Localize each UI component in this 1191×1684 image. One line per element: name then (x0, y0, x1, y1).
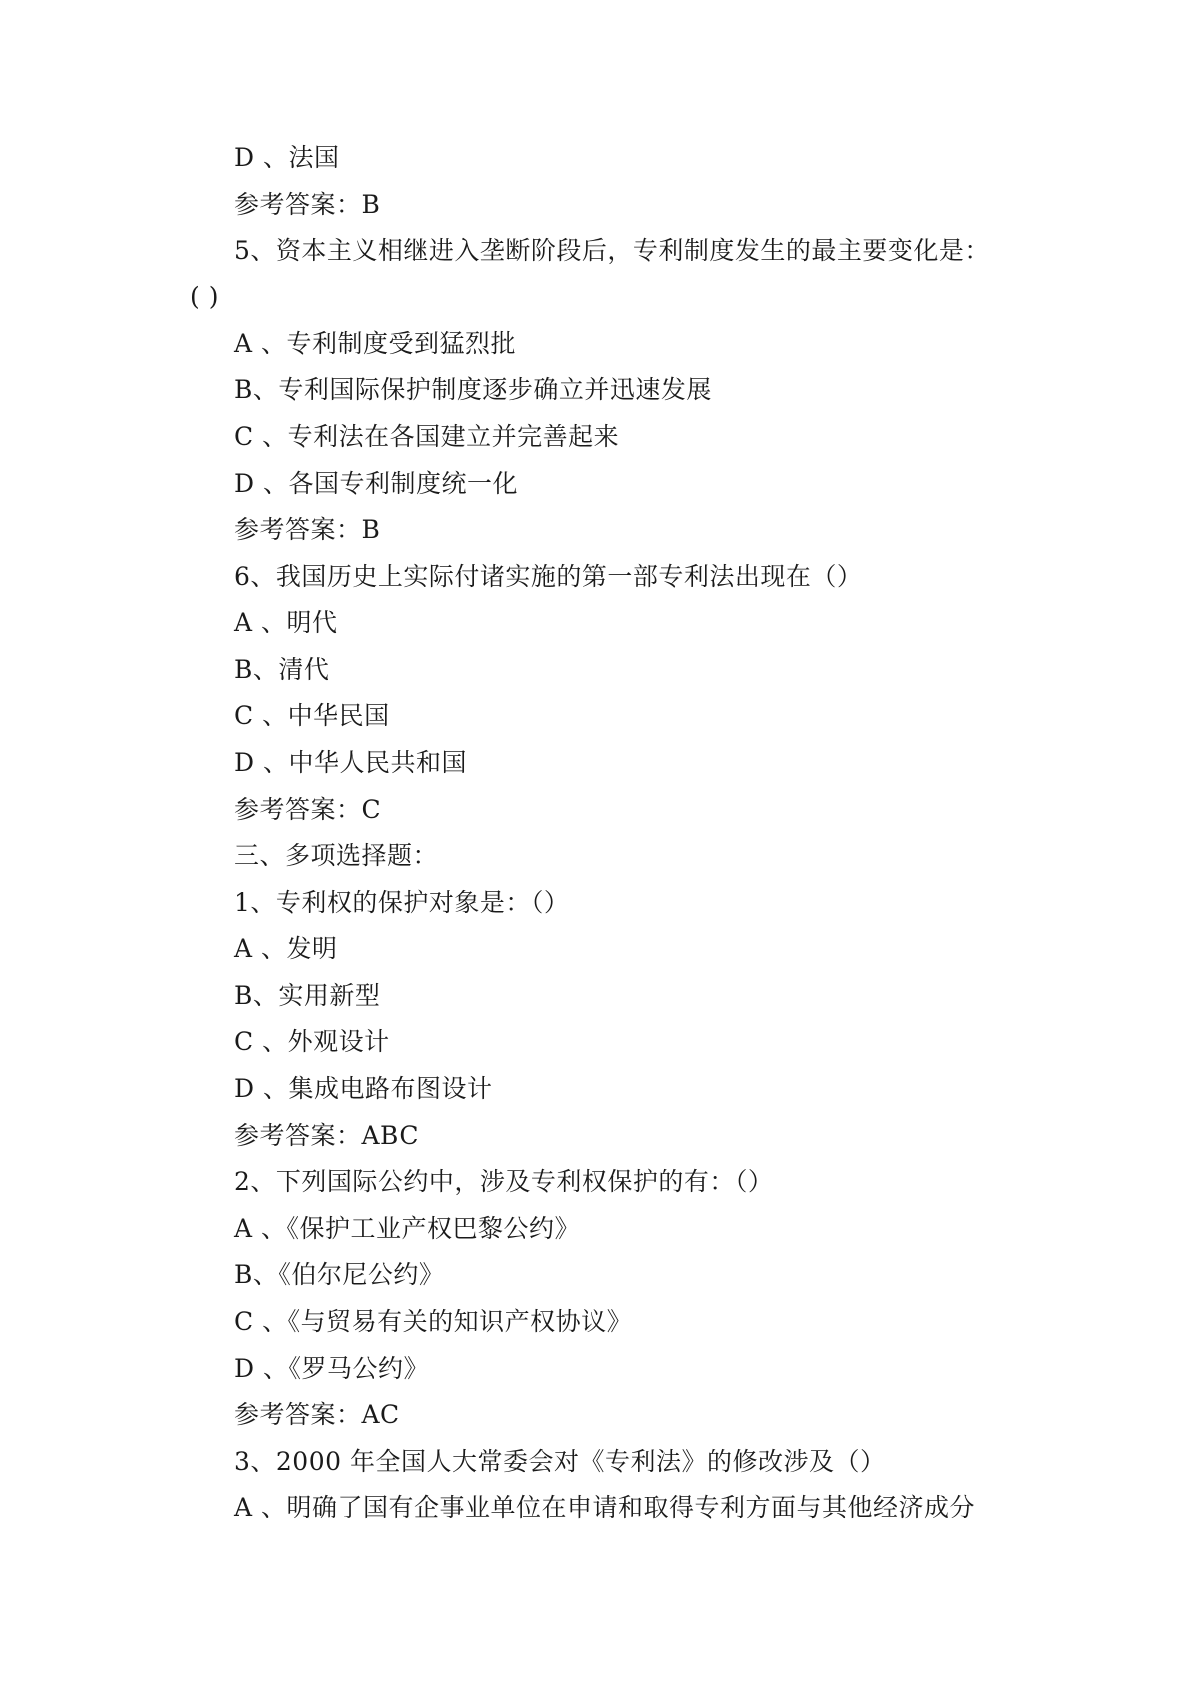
mc2-option-b: B、《伯尔尼公约》 (234, 1260, 445, 1289)
mc2-option-a: A 、《保护工业产权巴黎公约》 (234, 1214, 581, 1243)
q6-option-a: A 、明代 (234, 608, 338, 637)
answer-q6: 参考答案：C (234, 795, 382, 824)
mc-question-1: 1、专利权的保护对象是：（） (234, 888, 570, 917)
mc1-option-c: C 、外观设计 (234, 1027, 390, 1056)
mc-question-2: 2、下列国际公约中，涉及专利权保护的有：（） (234, 1167, 774, 1196)
question-5-blank: ( ) (190, 282, 219, 311)
q5-option-c: C 、专利法在各国建立并完善起来 (234, 422, 620, 451)
q5-option-a: A 、专利制度受到猛烈批 (234, 329, 517, 358)
answer-mc1: 参考答案：ABC (234, 1121, 420, 1150)
q5-option-b: B、专利国际保护制度逐步确立并迅速发展 (234, 375, 712, 404)
answer-q4: 参考答案：B (234, 190, 381, 219)
q6-option-c: C 、中华民国 (234, 701, 390, 730)
mc2-option-d: D 、《罗马公约》 (234, 1354, 429, 1383)
q6-option-d: D 、中华人民共和国 (234, 748, 467, 777)
answer-mc2: 参考答案：AC (234, 1400, 400, 1429)
q6-option-b: B、清代 (234, 655, 330, 684)
mc1-option-b: B、实用新型 (234, 981, 381, 1010)
mc-question-3: 3、2000 年全国人大常委会对《专利法》的修改涉及（） (234, 1447, 886, 1476)
question-5: 5、资本主义相继进入垄断阶段后，专利制度发生的最主要变化是： (234, 236, 990, 265)
question-6: 6、我国历史上实际付诸实施的第一部专利法出现在（） (234, 562, 863, 591)
answer-q5: 参考答案：B (234, 515, 381, 544)
section-heading-multiple-choice: 三、多项选择题： (234, 841, 439, 870)
mc1-option-d: D 、集成电路布图设计 (234, 1074, 493, 1103)
q5-option-d: D 、各国专利制度统一化 (234, 469, 518, 498)
option-d-france: D 、法国 (234, 143, 340, 172)
mc1-option-a: A 、发明 (234, 934, 338, 963)
mc3-option-a: A 、明确了国有企事业单位在申请和取得专利方面与其他经济成分 (234, 1493, 976, 1522)
mc2-option-c: C 、《与贸易有关的知识产权协议》 (234, 1307, 633, 1336)
